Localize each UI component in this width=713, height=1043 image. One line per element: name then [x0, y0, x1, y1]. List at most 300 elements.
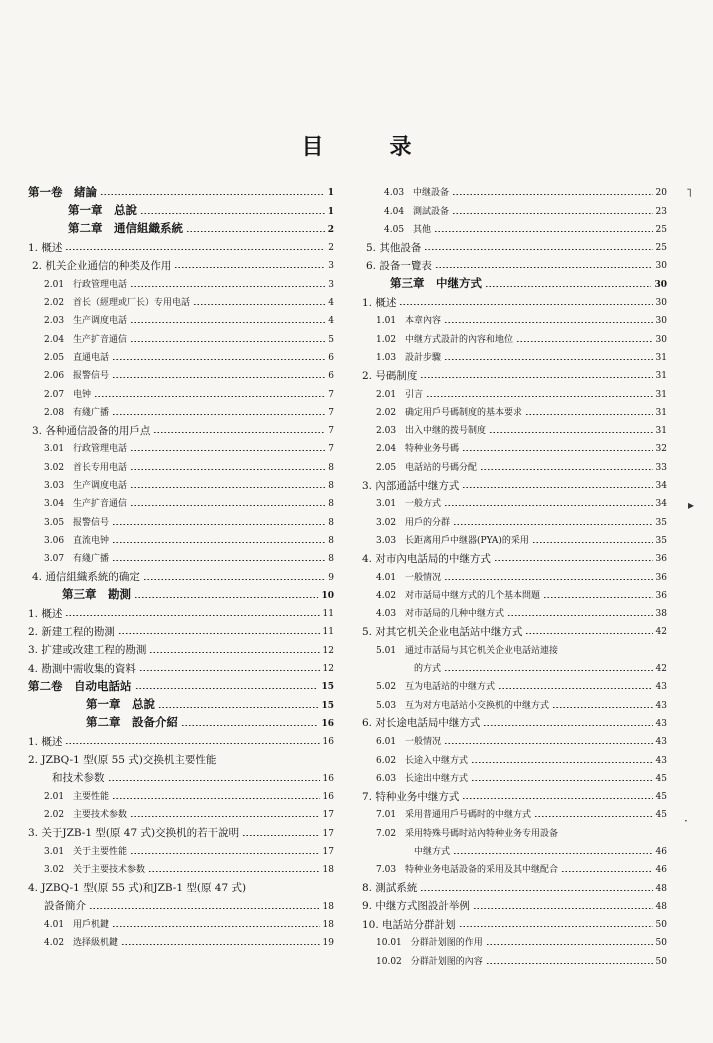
- dot-leader: [130, 469, 325, 470]
- toc-entry-title: 2.02 确定用戶号碼制度的基本要求: [376, 407, 523, 418]
- dot-leader: [130, 853, 320, 854]
- toc-entry-page: 43: [655, 682, 667, 693]
- toc-entry-page: 4: [328, 298, 334, 309]
- toc-entry: [362, 857, 667, 875]
- toc-entry-title: 2.04 特种业务号碼: [376, 444, 460, 455]
- toc-entry: [362, 290, 667, 308]
- toc-entry-title: 2. 机关企业通信的种类及作用: [32, 259, 172, 272]
- toc-entry: [28, 290, 334, 308]
- toc-entry-page: 8: [328, 517, 334, 528]
- toc-entry: [362, 601, 667, 619]
- toc-entry-page: 34: [655, 499, 667, 510]
- toc-entry-page: 31: [655, 389, 667, 400]
- toc-entry-title: 2.05 直通电話: [44, 352, 110, 363]
- toc-entry-title: 第二章 設备介紹: [86, 715, 178, 730]
- toc-entry-title: 3.07 有綫广播: [44, 554, 110, 565]
- toc-entry-title: 3.03 生产调度电話: [44, 481, 128, 492]
- dot-leader: [452, 213, 653, 214]
- dot-leader: [65, 615, 319, 616]
- toc-entry: [362, 948, 667, 966]
- toc-entry-page: 6: [328, 371, 334, 382]
- toc-entry-page: 30: [655, 261, 667, 272]
- toc-entry-title: 7.02 采用特殊号碼时站內特种业务专用設备: [376, 828, 559, 839]
- dot-leader: [130, 505, 325, 506]
- dot-leader: [462, 798, 652, 799]
- toc-entry-page: 11: [322, 609, 334, 620]
- toc-right-column: [362, 180, 667, 967]
- toc-entry-title: 2.04 生产扩音通信: [44, 334, 128, 345]
- dot-leader: [444, 579, 653, 580]
- toc-entry-page: 46: [655, 846, 667, 857]
- toc-entry: [28, 528, 334, 546]
- toc-entry-title: 5.02 互为电話站的中继方式: [376, 682, 496, 693]
- toc-entry-page: 11: [322, 627, 334, 638]
- dot-leader: [473, 908, 653, 909]
- toc-entry: [362, 198, 667, 216]
- toc-entry: [362, 363, 667, 381]
- dot-leader: [181, 725, 318, 726]
- toc-entry: [362, 930, 667, 948]
- toc-entry-title: 5. 对其它机关企业电話站中继方式: [362, 625, 523, 638]
- toc-entry-page: 17: [322, 828, 334, 839]
- toc-entry: [362, 180, 667, 198]
- dot-leader: [153, 432, 325, 433]
- toc-entry-title: 7.01 采用普通用戶号碼时的中继方式: [376, 810, 532, 821]
- toc-entry: [28, 418, 334, 436]
- toc-entry-page: 45: [655, 792, 667, 803]
- dot-leader: [453, 853, 653, 854]
- toc-entry-title: 2.08 有綫广播: [44, 407, 110, 418]
- toc-entry-title: 6. 对长途电話局中继方式: [362, 717, 481, 730]
- dot-leader: [543, 597, 653, 598]
- toc-entry-page: 12: [322, 664, 334, 675]
- dot-leader: [112, 359, 325, 360]
- dot-leader: [532, 542, 653, 543]
- dot-leader: [453, 524, 653, 525]
- toc-entry: [28, 180, 334, 198]
- toc-entry-page: 7: [328, 444, 334, 455]
- dot-leader: [471, 762, 653, 763]
- dot-leader: [100, 194, 325, 195]
- toc-entry: [28, 546, 334, 564]
- toc-entry-title: 8. 測試系統: [362, 882, 418, 895]
- toc-entry-page: 50: [655, 920, 667, 931]
- title-char-1: 目: [301, 134, 324, 160]
- toc-entry-title: 3. 各种通信設备的用戶点: [32, 424, 151, 437]
- toc-entry-page: 8: [328, 481, 334, 492]
- toc-entry: [362, 345, 667, 363]
- toc-entry-page: 15: [321, 682, 334, 693]
- dot-leader: [130, 286, 325, 287]
- toc-entry-title: 第三章 中继方式: [390, 276, 482, 291]
- dot-leader: [89, 908, 320, 909]
- dot-leader: [485, 286, 651, 287]
- toc-entry-page: 16: [321, 718, 334, 729]
- toc-entry-page: 23: [655, 206, 667, 217]
- toc-entry-title: 和技术参数: [52, 772, 105, 785]
- toc-entry-title: 4.01 用戶机鍵: [44, 920, 110, 931]
- toc-entry: [28, 601, 334, 619]
- dot-leader: [118, 633, 320, 634]
- toc-entry: [28, 637, 334, 655]
- toc-entry: [28, 436, 334, 454]
- dot-leader: [399, 304, 652, 305]
- toc-entry-title: 6.03 长途出中继方式: [376, 773, 469, 784]
- toc-entry-title: 2.01 主要性能: [44, 792, 110, 803]
- toc-entry-page: 50: [655, 938, 667, 949]
- toc-entry-title: 3.06 直流电钟: [44, 535, 110, 546]
- toc-entry: [362, 747, 667, 765]
- dot-leader: [139, 670, 320, 671]
- toc-entry: [362, 875, 667, 893]
- toc-entry-page: 35: [655, 535, 667, 546]
- dot-leader: [130, 341, 325, 342]
- toc-entry-page: 43: [655, 737, 667, 748]
- dot-leader: [193, 304, 325, 305]
- toc-entry-title: 3.04 生产扩音通信: [44, 499, 128, 510]
- dot-leader: [140, 213, 325, 214]
- toc-entry: [362, 711, 667, 729]
- toc-entry-page: 35: [655, 517, 667, 528]
- toc-entry: [28, 711, 334, 729]
- toc-entry-page: 38: [655, 609, 667, 620]
- toc-entry-title: 3.02 首长专用电話: [44, 462, 128, 473]
- toc-entry: [362, 894, 667, 912]
- toc-entry-page: 50: [655, 956, 667, 967]
- toc-entry-title: 4. 通信組織系統的确定: [32, 571, 140, 584]
- dot-leader: [149, 652, 319, 653]
- toc-entry-title: 2.07 电钟: [44, 389, 92, 400]
- toc-entry: [362, 326, 667, 344]
- toc-entry-page: 5: [328, 334, 334, 345]
- toc-entry-title: 第三章 勘測: [62, 587, 131, 602]
- dot-leader: [516, 341, 653, 342]
- dot-leader: [434, 231, 653, 232]
- dot-leader: [186, 231, 325, 232]
- page-title: [0, 130, 713, 161]
- toc-entry-page: 19: [322, 938, 334, 949]
- dot-leader: [143, 579, 325, 580]
- toc-entry-title: 1. 概述: [28, 607, 63, 620]
- dot-leader: [112, 524, 325, 525]
- toc-entry: [362, 381, 667, 399]
- dot-leader: [112, 926, 320, 927]
- toc-entry: [28, 802, 334, 820]
- toc-entry-page: 30: [655, 334, 667, 345]
- toc-entry-title: 9. 中继方式图設計举例: [362, 900, 470, 913]
- toc-entry-page: 17: [322, 810, 334, 821]
- toc-entry-page: 8: [328, 462, 334, 473]
- toc-entry-title: 2.03 生产调度电話: [44, 316, 128, 327]
- toc-entry-title: 設备簡介: [44, 900, 86, 913]
- dot-leader: [112, 414, 325, 415]
- toc-entry: [28, 363, 334, 381]
- dot-leader: [174, 267, 325, 268]
- toc-entry-page: 33: [655, 462, 667, 473]
- title-char-2: 录: [389, 134, 412, 160]
- toc-entry-page: 30: [655, 316, 667, 327]
- toc-entry-page: 16: [322, 792, 334, 803]
- toc-entry-page: 45: [655, 773, 667, 784]
- dot-leader: [112, 377, 325, 378]
- toc-entry: [28, 308, 334, 326]
- toc-entry: [362, 528, 667, 546]
- dot-leader: [134, 597, 318, 598]
- toc-entry-title: 4.02 对市話局中继方式的几个基本問題: [376, 590, 541, 601]
- toc-entry-title: 1.01 本章內容: [376, 316, 442, 327]
- toc-entry-title: 2. 新建工程的勘測: [28, 625, 115, 638]
- toc-entry: [362, 491, 667, 509]
- toc-entry-title: 4.05 其他: [384, 224, 432, 235]
- toc-entry: [28, 729, 334, 747]
- toc-entry-page: 30: [655, 298, 667, 309]
- toc-entry-title: 3.02 用戶的分群: [376, 517, 451, 528]
- toc-entry-title: 1. 概述: [28, 735, 63, 748]
- dot-leader: [561, 652, 664, 653]
- toc-entry-page: 7: [328, 407, 334, 418]
- toc-entry: [362, 583, 667, 601]
- toc-entry: [362, 729, 667, 747]
- dot-leader: [249, 890, 331, 891]
- toc-entry: [28, 619, 334, 637]
- toc-entry-title: 6.01 一般情况: [376, 737, 442, 748]
- toc-entry-page: 30: [654, 279, 667, 290]
- toc-entry: [362, 802, 667, 820]
- toc-entry-page: 12: [322, 645, 334, 656]
- toc-entry-page: 43: [655, 755, 667, 766]
- dot-leader: [435, 267, 653, 268]
- toc-entry-title: 6.02 长途入中继方式: [376, 755, 469, 766]
- toc-entry: [28, 345, 334, 363]
- dot-leader: [483, 725, 652, 726]
- toc-entry-page: 45: [655, 810, 667, 821]
- toc-entry-page: 9: [328, 572, 334, 583]
- toc-entry-title: 5.01 通过市話局与其它机关企业电話站連接: [376, 645, 559, 656]
- toc-entry: [362, 546, 667, 564]
- toc-entry-title: 2.03 出入中继的拨号制度: [376, 426, 487, 437]
- toc-entry: [28, 894, 334, 912]
- dot-leader: [552, 707, 653, 708]
- toc-entry-title: 2. JZBQ-1 型(原 55 式)交换机主要性能: [28, 754, 217, 766]
- toc-entry: [362, 454, 667, 472]
- toc-entry-title: 第一章 总說: [68, 203, 137, 218]
- toc-entry-title: 第二章 通信組織系統: [68, 221, 183, 236]
- dot-leader: [462, 487, 652, 488]
- toc-entry-page: 42: [655, 664, 667, 675]
- toc-entry: [28, 491, 334, 509]
- toc-entry-title: 第一卷 緒論: [28, 184, 97, 199]
- toc-entry-title: 3.01 一般方式: [376, 499, 442, 510]
- toc-entry-page: 6: [328, 352, 334, 363]
- toc-entry: [362, 308, 667, 326]
- dot-leader: [525, 414, 653, 415]
- toc-entry: [28, 766, 334, 784]
- margin-mark: ·: [684, 814, 688, 828]
- dot-leader: [444, 322, 653, 323]
- toc-entry-page: 16: [322, 773, 334, 784]
- toc-entry: [362, 473, 667, 491]
- toc-entry-page: 36: [655, 554, 667, 565]
- toc-entry-title: 的方式: [414, 664, 442, 675]
- dot-leader: [242, 835, 319, 836]
- toc-entry-title: 4.03 对市話局的几种中继方式: [376, 609, 505, 620]
- toc-entry-title: 7. 特种业务中继方式: [362, 790, 460, 803]
- toc-entry-title: 7.03 特种业务电話設备的采用及其中继配合: [376, 865, 559, 876]
- toc-entry: [362, 839, 667, 857]
- toc-entry-page: 2: [327, 224, 334, 235]
- toc-entry-title: 3.01 行政管理电話: [44, 444, 128, 455]
- margin-mark: ˥: [686, 186, 692, 200]
- toc-entry-page: 18: [322, 901, 334, 912]
- toc-entry-page: 8: [328, 554, 334, 565]
- toc-entry-title: 2.01 引言: [376, 389, 424, 400]
- toc-entry-page: 31: [655, 352, 667, 363]
- toc-entry-page: 36: [655, 572, 667, 583]
- toc-entry: [28, 583, 334, 601]
- dot-leader: [121, 944, 320, 945]
- dot-leader: [507, 615, 653, 616]
- toc-entry-page: 31: [655, 407, 667, 418]
- toc-entry-page: 8: [328, 535, 334, 546]
- dot-leader: [130, 322, 325, 323]
- toc-entry-page: 7: [328, 426, 334, 437]
- dot-leader: [420, 890, 652, 891]
- toc-entry-page: 48: [655, 883, 667, 894]
- dot-leader: [420, 377, 652, 378]
- toc-entry: [362, 619, 667, 637]
- toc-entry-title: 1. 概述: [362, 296, 397, 309]
- toc-entry-page: 18: [322, 920, 334, 931]
- toc-entry-title: 10. 电話站分群計划: [362, 918, 456, 931]
- toc-entry-title: 4.02 选择級机鍵: [44, 938, 119, 949]
- toc-entry-page: 20: [655, 188, 667, 199]
- dot-leader: [112, 560, 325, 561]
- toc-entry-page: 32: [655, 444, 667, 455]
- toc-entry-page: 17: [322, 846, 334, 857]
- dot-leader: [424, 249, 652, 250]
- dot-leader: [486, 963, 653, 964]
- toc-entry-title: 2.02 首长（經理或厂长）专用电話: [44, 298, 191, 309]
- toc-entry: [28, 473, 334, 491]
- dot-leader: [94, 396, 325, 397]
- toc-entry-title: 2.02 主要技术参数: [44, 810, 128, 821]
- toc-entry: [28, 454, 334, 472]
- toc-entry-title: 3.03 长距离用戶中继器(PYA)的采用: [376, 535, 529, 546]
- toc-entry-title: 5. 其他設备: [366, 241, 422, 254]
- toc-entry: [28, 692, 334, 710]
- toc-entry-page: 43: [655, 700, 667, 711]
- dot-leader: [444, 359, 653, 360]
- dot-leader: [130, 450, 325, 451]
- toc-entry-title: 10.01 分群計划图的作用: [376, 938, 483, 949]
- toc-entry-title: 4. JZBQ-1 型(原 55 式)和JZB-1 型(原 47 式): [28, 882, 247, 895]
- toc-entry-page: 8: [328, 499, 334, 510]
- toc-entry: [362, 235, 667, 253]
- toc-entry-page: 15: [321, 700, 334, 711]
- dot-leader: [489, 432, 653, 433]
- margin-mark: ▸: [688, 498, 695, 512]
- toc-entry: [28, 326, 334, 344]
- toc-entry-page: 1: [327, 206, 334, 217]
- toc-entry: [362, 400, 667, 418]
- toc-entry-page: 18: [322, 865, 334, 876]
- dot-leader: [561, 871, 653, 872]
- dot-leader: [130, 487, 325, 488]
- toc-entry: [362, 217, 667, 235]
- toc-entry: [28, 564, 334, 582]
- dot-leader: [444, 743, 653, 744]
- toc-entry-title: 第一章 总說: [86, 697, 155, 712]
- toc-entry: [362, 509, 667, 527]
- toc-entry-page: 34: [655, 481, 667, 492]
- toc-entry: [362, 418, 667, 436]
- toc-entry: [28, 875, 334, 893]
- toc-entry-page: 25: [655, 224, 667, 235]
- toc-entry: [28, 400, 334, 418]
- toc-entry-page: 16: [322, 737, 334, 748]
- dot-leader: [498, 688, 653, 689]
- toc-entry: [362, 784, 667, 802]
- dot-leader: [444, 505, 653, 506]
- toc-entry-title: 3. 內部通話中继方式: [362, 479, 460, 492]
- toc-entry: [28, 253, 334, 271]
- toc-entry-title: 1.02 中继方式設計的內容和地位: [376, 334, 514, 345]
- dot-leader: [444, 670, 653, 671]
- toc-entry: [28, 217, 334, 235]
- toc-entry: [362, 253, 667, 271]
- toc-entry: [362, 656, 667, 674]
- toc-entry-page: 4: [328, 316, 334, 327]
- dot-leader: [426, 396, 653, 397]
- toc-entry: [362, 637, 667, 655]
- toc-entry: [362, 564, 667, 582]
- toc-entry: [28, 839, 334, 857]
- toc-entry-title: 2. 号碼制度: [362, 369, 418, 382]
- toc-entry: [28, 509, 334, 527]
- toc-left-column: [28, 180, 334, 948]
- toc-entry-title: 2.05 电話站的号碼分配: [376, 462, 478, 473]
- toc-entry: [28, 381, 334, 399]
- toc-entry-title: 4.01 一般情况: [376, 572, 442, 583]
- dot-leader: [480, 469, 653, 470]
- toc-entry: [362, 912, 667, 930]
- dot-leader: [65, 743, 319, 744]
- toc-entry-title: 10.02 分群計划图的內容: [376, 956, 483, 967]
- toc-entry-title: 5.03 互为对方电話站小交换机的中继方式: [376, 700, 550, 711]
- dot-leader: [158, 707, 318, 708]
- toc-entry-title: 4.04 測試設备: [384, 206, 450, 217]
- dot-leader: [148, 871, 320, 872]
- toc-entry: [28, 747, 334, 765]
- dot-leader: [462, 450, 653, 451]
- toc-entry-title: 3.01 关于主要性能: [44, 846, 128, 857]
- dot-leader: [452, 194, 653, 195]
- dot-leader: [65, 249, 325, 250]
- toc-entry: [362, 692, 667, 710]
- dot-leader: [459, 926, 653, 927]
- toc-entry-page: 3: [328, 279, 334, 290]
- toc-entry-page: 7: [328, 389, 334, 400]
- toc-entry-page: 48: [655, 901, 667, 912]
- toc-entry: [28, 674, 334, 692]
- toc-entry-page: 43: [655, 718, 667, 729]
- toc-entry-page: 31: [655, 426, 667, 437]
- toc-entry-page: 3: [328, 261, 334, 272]
- toc-entry-title: 2.01 行政管理电話: [44, 279, 128, 290]
- dot-leader: [534, 816, 653, 817]
- toc-entry-title: 1. 概述: [28, 241, 63, 254]
- toc-entry-title: 1.03 設計步驟: [376, 352, 442, 363]
